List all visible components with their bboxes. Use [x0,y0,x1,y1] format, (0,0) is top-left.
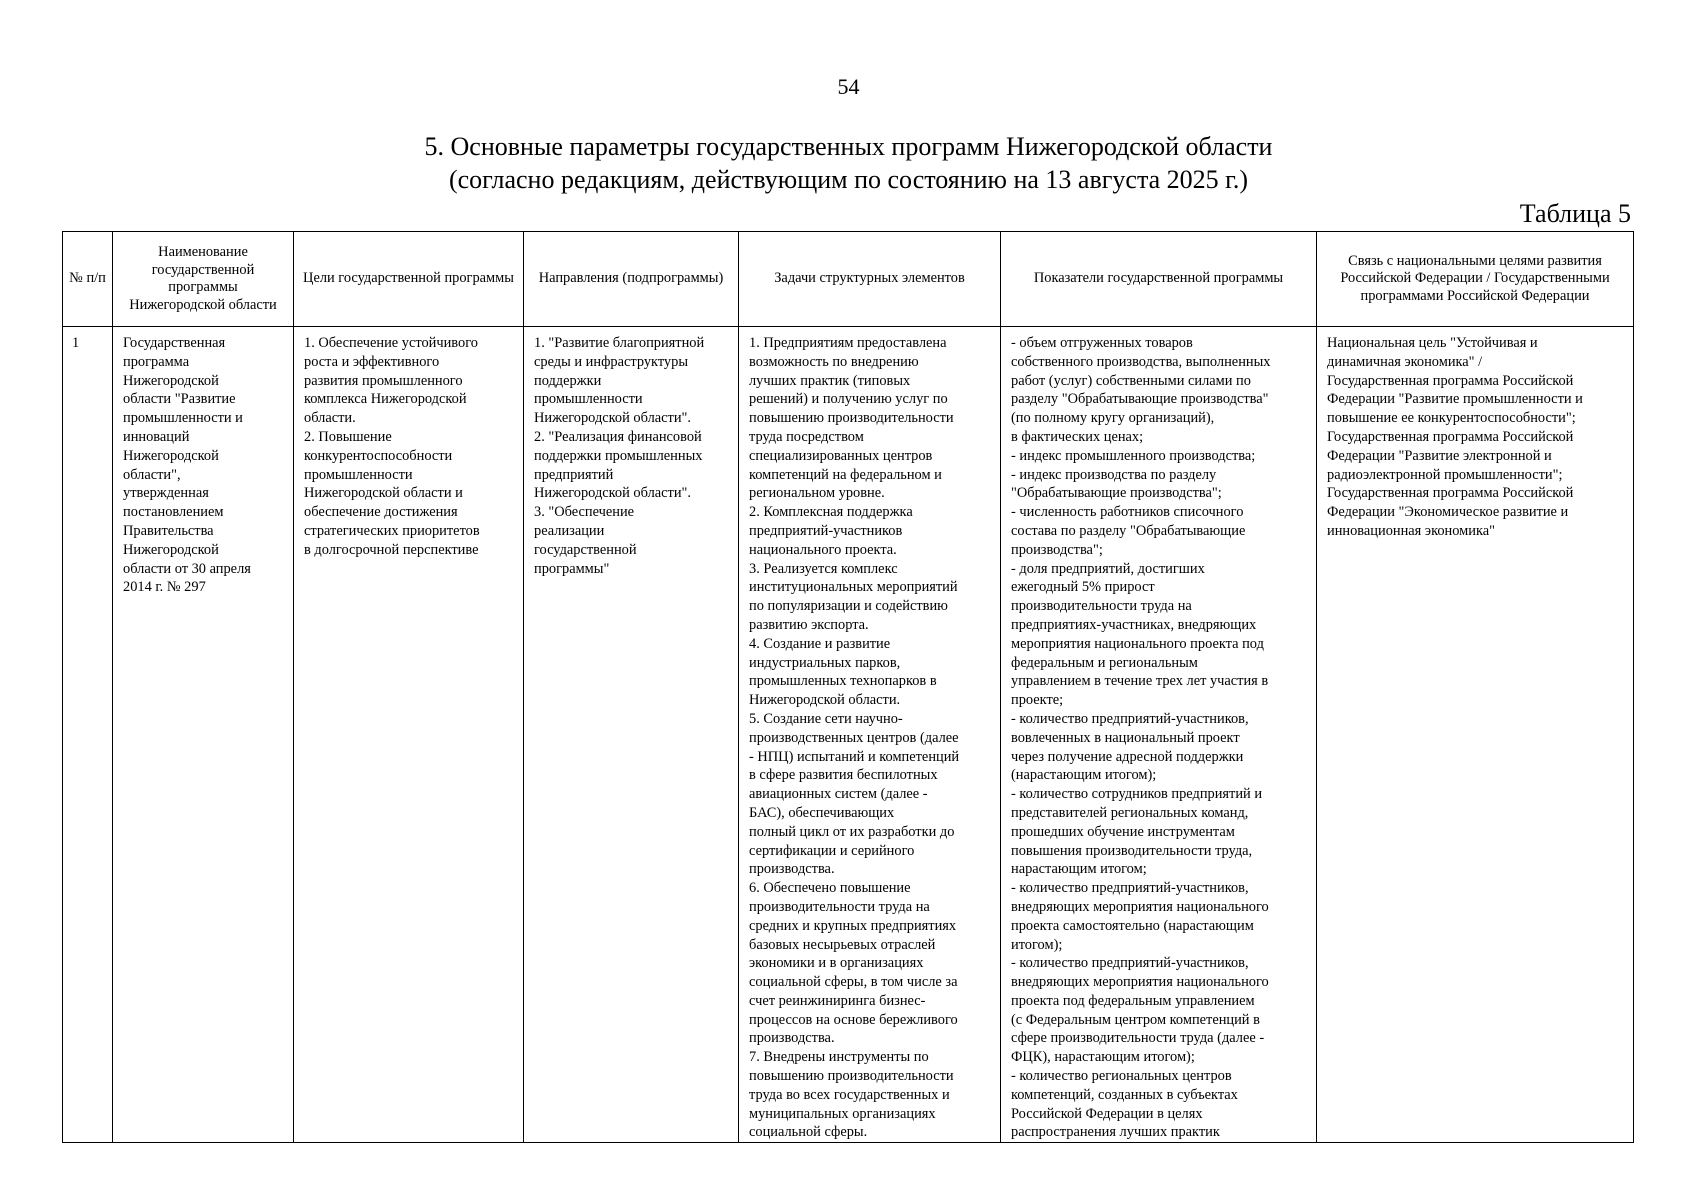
text-line: проекта самостоятельно (нарастающим [1011,917,1254,934]
text-line: радиоэлектронной промышленности"; [1327,466,1563,483]
text-line: 5. Создание сети научно- [749,710,903,727]
text-line: 3. Реализуется комплекс [749,560,898,577]
text-line: (нарастающим итогом); [1011,767,1157,784]
text-line: - НПЦ) испытаний и компетенций [749,748,960,765]
text-line: Государственная [123,335,226,351]
text-line: области "Развитие [123,391,236,408]
header-num: № п/п [63,232,113,327]
header-indicators: Показатели государственной программы [1001,232,1317,327]
text-line: представителей региональных команд, [1011,804,1249,821]
text-line: программа [123,353,190,370]
header-links: Связь с национальными целями развития Российской Федерации / Государственными программами Российской Федерации [1317,232,1634,327]
text-line: Нижегородской [123,541,219,558]
cell-program-name [113,327,294,1143]
text-line: производства. [749,1030,835,1047]
text-line: Правительства [123,522,214,539]
text-line: в сфере развития беспилотных [749,767,938,784]
text-line: Государственная программа Российской [1327,372,1574,389]
text-line: авиационных систем (далее - [749,786,928,803]
text-line: комплекса Нижегородской [304,391,467,408]
text-line: - количество сотрудников предприятий и [1011,786,1263,803]
header-program-name: Наименование государственной программы Нижегородской области [113,232,294,327]
text-line: постановлением [123,504,224,521]
text-line: (по полному кругу организаций), [1011,410,1215,427]
text-line: нарастающим итогом; [1011,861,1147,878]
text-line: внедряющих мероприятия национального [1011,974,1269,991]
text-line: - индекс производства по разделу [1011,466,1217,483]
text-line: Российской Федерации в целях [1011,1105,1203,1122]
header-goals: Цели государственной программы [294,232,524,327]
text-line: управлением в течение трех лет участия в [1011,673,1269,690]
text-line: Нижегородской [123,447,219,464]
text-line: области", [123,466,181,483]
text-line: региональном уровне. [749,485,885,502]
text-line: производства. [749,861,835,878]
text-line: социальной сферы. [749,1124,868,1141]
text-line: полный цикл от их разработки до [749,823,955,840]
text-line: лучших практик (типовых [749,372,911,389]
text-line: федеральным и региональным [1011,654,1198,671]
table-header-row [63,232,1634,327]
text-line: "Обрабатывающие производства"; [1011,485,1222,502]
text-line: через получение адресной поддержки [1011,748,1244,765]
text-line: компетенций, созданных в субъектах [1011,1086,1238,1103]
text-line: - количество предприятий-участников, [1011,955,1249,972]
text-line: специализированных центров [749,447,933,464]
text-line: сертификации и серийного [749,842,915,859]
text-line: труда во всех государственных и [749,1086,950,1103]
title-line-1: 5. Основные параметры государственных программ Нижегородской области [424,132,1273,161]
text-line: Государственная программа Российской [1327,485,1574,502]
text-line: предприятиях-участниках, внедряющих [1011,616,1257,633]
text-line: прошедших обучение инструментам [1011,823,1235,840]
text-line: инноваций [123,428,190,445]
text-line: в фактических ценах; [1011,428,1144,445]
cell-goals [294,327,524,1143]
text-line: инновационная экономика" [1327,522,1495,539]
text-line: промышленности [534,391,643,408]
text-line: - количество предприятий-участников, [1011,710,1249,727]
text-line: вовлеченных в национальный проект [1011,729,1240,746]
text-line: муниципальных организациях [749,1105,936,1122]
text-line: 6. Обеспечено повышение [749,880,911,897]
text-line: Федерации "Экономическое развитие и [1327,504,1569,521]
text-line: среды и инфраструктуры [534,353,688,370]
text-line: социальной сферы, в том числе за [749,974,958,991]
text-line: Нижегородской области. [749,692,901,709]
text-line: Национальная цель "Устойчивая и [1327,335,1538,351]
text-line: повышению производительности [749,410,954,427]
text-line: ФЦК), нарастающим итогом); [1011,1049,1195,1066]
text-line: (с Федеральным центром компетенций в [1011,1011,1260,1028]
text-line: в долгосрочной перспективе [304,541,479,558]
page-number: 54 [837,74,860,99]
text-line: компетенций на федеральном и [749,466,942,483]
text-line: состава по разделу "Обрабатывающие [1011,522,1246,539]
text-line: промышленности [304,466,413,483]
text-line: 2. "Реализация финансовой [534,428,702,445]
text-line: национального проекта. [749,541,897,558]
text-line: базовых несырьевых отраслей [749,936,936,953]
text-line: утвержденная [123,485,209,502]
text-line: Государственная программа Российской [1327,428,1574,445]
text-line: 1. "Развитие благоприятной [534,335,705,351]
text-line: внедряющих мероприятия национального [1011,898,1269,915]
text-line: 4. Создание и развитие [749,635,891,652]
text-line: Нижегородской области". [534,485,691,502]
text-line: реализации [534,522,605,539]
text-line: конкурентоспособности [304,447,453,464]
text-line: 1. Обеспечение устойчивого [304,335,478,351]
text-line: собственного производства, выполненных [1011,353,1271,370]
text-line: Федерации "Развитие промышленности и [1327,391,1583,408]
text-line: Нижегородской [123,372,219,389]
text-line: 2. Повышение [304,428,392,445]
text-line: 2014 г. № 297 [123,579,206,596]
text-line: поддержки промышленных [534,447,703,464]
programs-table [62,231,1634,1143]
text-line: - количество предприятий-участников, [1011,880,1249,897]
text-line: БАС), обеспечивающих [749,804,895,821]
text-line: Нижегородской области и [304,485,463,502]
text-line: - доля предприятий, достигших [1011,560,1205,577]
text-line: индустриальных парков, [749,654,901,671]
text-line: Нижегородской области". [534,410,691,427]
header-tasks: Задачи структурных элементов [739,232,1001,327]
text-line: экономики и в организациях [749,955,924,972]
table-caption: Таблица 5 [1519,199,1631,228]
header-directions: Направления (подпрограммы) [524,232,739,327]
text-line: повышение ее конкурентоспособности"; [1327,410,1576,427]
text-line: промышленности и [123,410,243,427]
text-line: сфере производительности труда (далее - [1011,1030,1265,1047]
text-line: предприятий [534,466,614,483]
text-line: 3. "Обеспечение [534,504,635,521]
table-row [63,327,1634,1143]
text-line: 2. Комплексная поддержка [749,504,913,521]
text-line: работ (услуг) собственными силами по [1011,372,1251,389]
text-line: стратегических приоритетов [304,522,480,539]
text-line: производственных центров (далее [749,729,959,746]
text-line: процессов на основе бережливого [749,1011,958,1028]
text-line: проекте; [1011,692,1064,709]
text-line: повышения производительности труда, [1011,842,1253,859]
text-line: промышленных технопарков в [749,673,937,690]
text-line: итогом); [1011,936,1063,953]
text-line: по популяризации и содействию [749,598,948,615]
cell-indicators [1001,327,1317,1143]
text-line: производительности труда на [749,898,930,915]
text-line: 7. Внедрены инструменты по [749,1049,929,1066]
text-line: решений) и получению услуг по [749,391,948,408]
text-line: - индекс промышленного производства; [1011,447,1256,464]
text-line: предприятий-участников [749,522,903,539]
text-line: разделу "Обрабатывающие производства" [1011,391,1269,408]
text-line: ежегодный 5% прирост [1011,579,1155,596]
text-line: программы" [534,560,610,577]
text-line: средних и крупных предприятиях [749,917,957,934]
page-title [0,130,1697,196]
text-line: обеспечение достижения [304,504,458,521]
text-line: области от 30 апреля [123,560,251,577]
text-line: труда посредством [749,428,864,445]
text-line: поддержки [534,372,602,389]
title-line-2: (согласно редакциям, действующим по состоянию на 13 августа 2025 г.) [448,165,1249,194]
text-line: проекта под федеральным управлением [1011,992,1255,1009]
text-line: мероприятия национального проекта под [1011,635,1264,652]
text-line: 1. Предприятиям предоставлена [749,335,947,351]
text-line: повышению производительности [749,1068,954,1085]
text-line: счет реинжиниринга бизнес- [749,992,926,1009]
text-line: роста и эффективного [304,353,440,370]
text-line: распространения лучших практик [1011,1124,1220,1141]
text-line: области. [304,410,356,427]
text-line: - количество региональных центров [1011,1068,1232,1085]
text-line: производства"; [1011,541,1103,558]
text-line: Федерации "Развитие электронной и [1327,447,1552,464]
text-line: динамичная экономика" / [1327,353,1483,370]
cell-tasks [739,327,1001,1143]
text-line: институциональных мероприятий [749,579,958,596]
text-line: развитию экспорта. [749,616,869,633]
cell-directions [524,327,739,1143]
text-line: государственной [534,541,637,558]
text-line: - объем отгруженных товаров [1011,335,1193,351]
cell-links [1317,327,1634,1143]
text-line: возможность по внедрению [749,353,919,370]
text-line: развития промышленного [304,372,463,389]
cell-num: 1 [63,327,113,1143]
text-line: - численность работников списочного [1011,504,1244,521]
text-line: производительности труда на [1011,598,1192,615]
